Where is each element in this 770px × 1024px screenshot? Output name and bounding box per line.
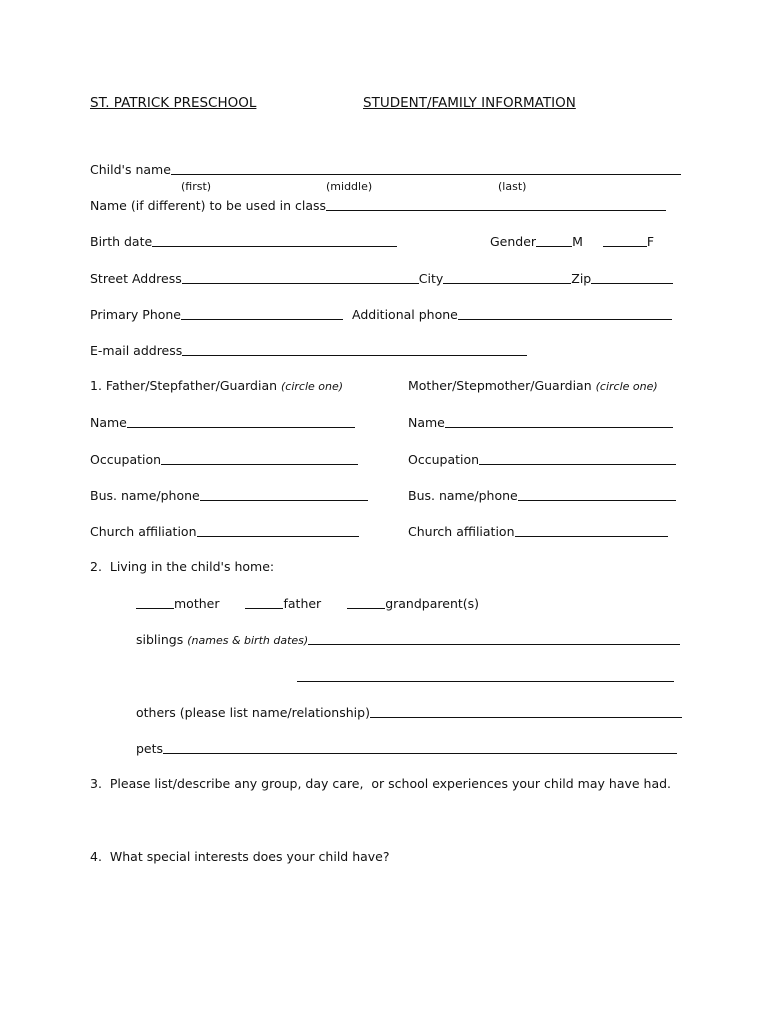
mother-option-label: mother: [174, 596, 220, 611]
birth-date-field[interactable]: [152, 235, 397, 247]
pets-row: [136, 742, 677, 756]
mother-bus-row: [408, 489, 676, 503]
email-label: E-mail address: [90, 343, 183, 358]
mother-name-row: [408, 416, 673, 430]
alt-name-label: Name (if different) to be used in class: [90, 198, 327, 213]
birth-date-row: [90, 235, 397, 249]
primary-phone-label: Primary Phone: [90, 307, 181, 322]
father-check-blank[interactable]: [245, 597, 283, 609]
father-name-row: [90, 416, 355, 430]
father-name-field[interactable]: [127, 416, 355, 428]
father-bus-label: Bus. name/phone: [90, 488, 200, 503]
gender-m-blank[interactable]: [536, 235, 572, 247]
mother-circle-note: (circle one): [595, 380, 658, 393]
living-heading: 2. Living in the child's home:: [90, 559, 275, 574]
mother-occupation-field[interactable]: [479, 453, 676, 465]
mother-occupation-label: Occupation: [408, 452, 480, 467]
gender-row: [490, 235, 654, 249]
father-option-label: father: [283, 596, 322, 611]
zip-field[interactable]: [591, 272, 673, 284]
special-interests-question: 4. What special interests does your child have?: [90, 849, 390, 864]
city-label: City: [418, 271, 444, 286]
last-name-caption: (last): [498, 180, 527, 193]
first-name-caption: (first): [181, 180, 212, 193]
father-church-label: Church affiliation: [90, 524, 197, 539]
household-checks-row: [136, 597, 479, 611]
siblings-field-continued[interactable]: [297, 670, 674, 682]
gender-f-blank[interactable]: [603, 235, 647, 247]
city-field[interactable]: [443, 272, 571, 284]
gender-m-label: M: [572, 234, 583, 249]
child-name-field[interactable]: [171, 163, 681, 175]
grandparents-option-label: grandparent(s): [385, 596, 480, 611]
gender-label: Gender: [490, 234, 537, 249]
father-name-label: Name: [90, 415, 127, 430]
additional-phone-field[interactable]: [458, 308, 672, 320]
alt-name-field[interactable]: [326, 199, 666, 211]
pets-field[interactable]: [163, 742, 677, 754]
street-field[interactable]: [182, 272, 419, 284]
mother-church-field[interactable]: [515, 525, 668, 537]
mother-church-row: [408, 525, 668, 539]
mother-heading: Mother/Stepmother/Guardian: [408, 378, 592, 393]
child-name-row: [90, 163, 681, 177]
birth-date-label: Birth date: [90, 234, 153, 249]
mother-check-blank[interactable]: [136, 597, 174, 609]
group-experience-question: 3. Please list/describe any group, day care, or school experiences your child may have had.: [90, 776, 672, 791]
alt-name-row: [90, 199, 666, 213]
additional-phone-row: [352, 308, 672, 322]
mother-name-field[interactable]: [445, 416, 673, 428]
mother-heading-row: [408, 380, 658, 393]
siblings-field[interactable]: [308, 633, 680, 645]
mother-church-label: Church affiliation: [408, 524, 515, 539]
primary-phone-row: [90, 308, 343, 322]
zip-label: Zip: [571, 271, 592, 286]
child-name-label: Child's name: [90, 162, 171, 177]
middle-name-caption: (middle): [326, 180, 373, 193]
pets-label: pets: [136, 741, 164, 756]
siblings-label: siblings: [136, 632, 184, 647]
mother-name-label: Name: [408, 415, 445, 430]
form-title: STUDENT/FAMILY INFORMATION: [363, 95, 576, 111]
gender-f-label: F: [646, 234, 655, 249]
others-label: others (please list name/relationship): [136, 705, 370, 720]
grandparents-check-blank[interactable]: [347, 597, 385, 609]
siblings-row: [136, 633, 680, 647]
father-church-row: [90, 525, 359, 539]
school-name: ST. PATRICK PRESCHOOL: [90, 95, 257, 111]
primary-phone-field[interactable]: [181, 308, 343, 320]
street-label: Street Address: [90, 271, 182, 286]
siblings-note: (names & birth dates): [187, 634, 309, 647]
father-occupation-label: Occupation: [90, 452, 162, 467]
father-occupation-field[interactable]: [161, 453, 358, 465]
address-row: [90, 272, 673, 286]
father-church-field[interactable]: [197, 525, 359, 537]
mother-bus-field[interactable]: [518, 489, 676, 501]
father-circle-note: (circle one): [281, 380, 344, 393]
father-bus-row: [90, 489, 368, 503]
mother-bus-label: Bus. name/phone: [408, 488, 518, 503]
father-bus-field[interactable]: [200, 489, 368, 501]
email-field[interactable]: [182, 344, 527, 356]
mother-occupation-row: [408, 453, 676, 467]
others-field[interactable]: [370, 706, 682, 718]
father-heading-row: [90, 380, 343, 393]
father-heading: 1. Father/Stepfather/Guardian: [90, 378, 278, 393]
father-occupation-row: [90, 453, 358, 467]
additional-phone-label: Additional phone: [352, 307, 458, 322]
others-row: [136, 706, 682, 720]
email-row: [90, 344, 527, 358]
